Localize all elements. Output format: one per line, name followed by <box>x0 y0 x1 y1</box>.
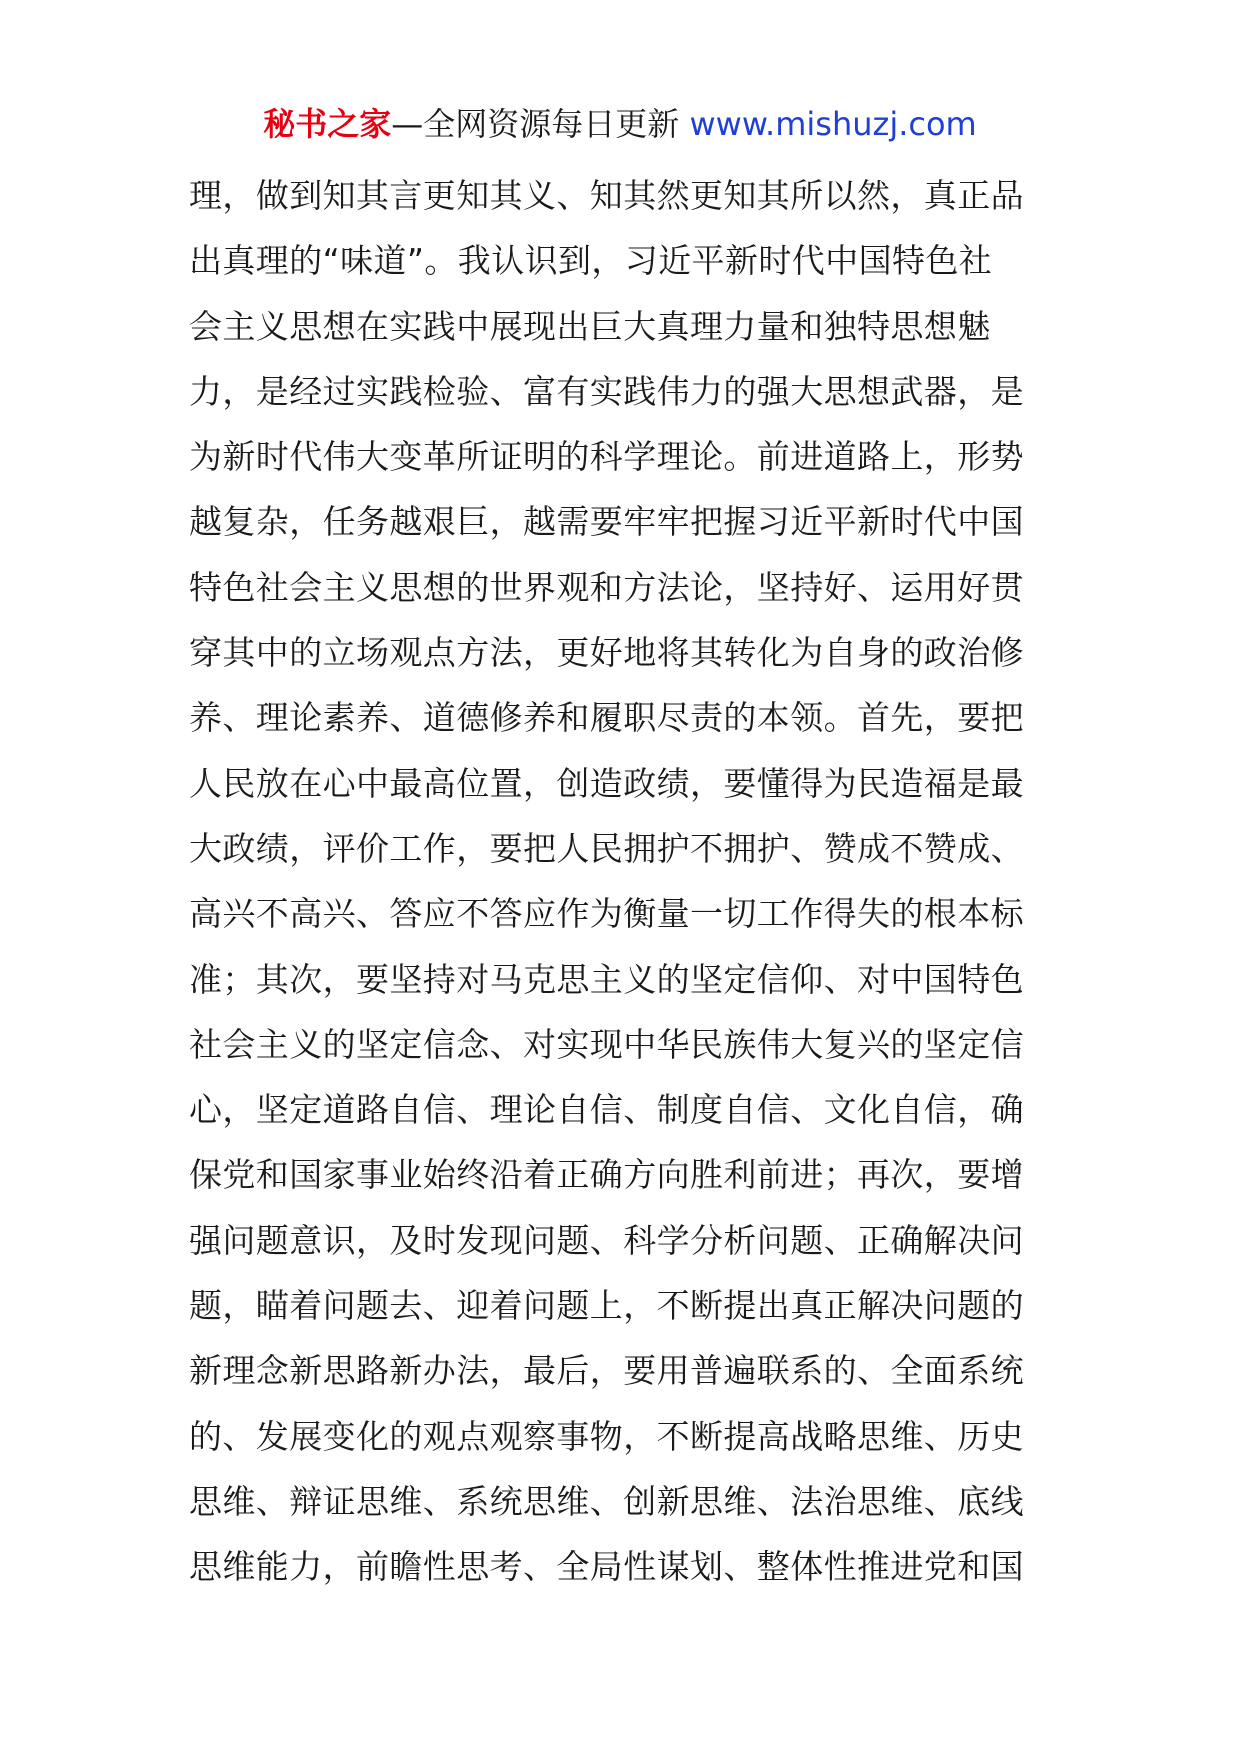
text-line: 强问题意识，及时发现问题、科学分析问题、正确解决问 <box>189 1220 1024 1260</box>
site-header <box>0 100 1240 148</box>
text-line: 的、发展变化的观点观察事物，不断提高战略思维、历史 <box>189 1416 1024 1456</box>
text-line: 新理念新思路新办法，最后，要用普遍联系的、全面系统 <box>189 1351 1024 1391</box>
site-url-link[interactable]: www.mishuzj.com <box>689 105 977 143</box>
text-line: 思维能力，前瞻性思考、全局性谋划、整体性推进党和国 <box>189 1547 1024 1587</box>
text-line: 养、理论素养、道德修养和履职尽责的本领。首先，要把 <box>189 698 1024 738</box>
text-line: 高兴不高兴、答应不答应作为衡量一切工作得失的根本标 <box>189 894 1024 934</box>
text-line: 穿其中的立场观点方法，更好地将其转化为自身的政治修 <box>189 633 1024 673</box>
text-line: 特色社会主义思想的世界观和方法论，坚持好、运用好贯 <box>189 567 1024 607</box>
text-line: 力，是经过实践检验、富有实践伟力的强大思想武器，是 <box>189 371 1024 411</box>
text-line: 为新时代伟大变革所证明的科学理论。前进道路上，形势 <box>189 437 1024 477</box>
text-line: 题，瞄着问题去、迎着问题上，不断提出真正解决问题的 <box>189 1286 1024 1326</box>
text-line: 社会主义的坚定信念、对实现中华民族伟大复兴的坚定信 <box>189 1024 1024 1064</box>
text-line: 理，做到知其言更知其义、知其然更知其所以然，真正品 <box>189 176 1024 215</box>
text-line: 人民放在心中最高位置，创造政绩，要懂得为民造福是最 <box>189 763 1024 803</box>
text-line: 会主义思想在实践中展现出巨大真理力量和独特思想魅 <box>189 306 991 346</box>
site-brand: 秘书之家 <box>263 105 392 143</box>
text-line: 保党和国家事业始终沿着正确方向胜利前进；再次，要增 <box>189 1155 1024 1195</box>
text-line: 越复杂，任务越艰巨，越需要牢牢把握习近平新时代中国 <box>189 502 1024 542</box>
text-line: 思维、辩证思维、系统思维、创新思维、法治思维、底线 <box>189 1481 1024 1521</box>
text-line: 心，坚定道路自信、理论自信、制度自信、文化自信，确 <box>189 1090 1024 1130</box>
text-line: 大政绩，评价工作，要把人民拥护不拥护、赞成不赞成、 <box>189 828 1024 868</box>
text-line: 准；其次，要坚持对马克思主义的坚定信仰、对中国特色 <box>189 959 1024 999</box>
site-tagline: —全网资源每日更新 <box>391 105 690 143</box>
text-line: 出真理的“味道”。我认识到，习近平新时代中国特色社 <box>189 241 993 281</box>
document-body <box>189 163 1059 1600</box>
